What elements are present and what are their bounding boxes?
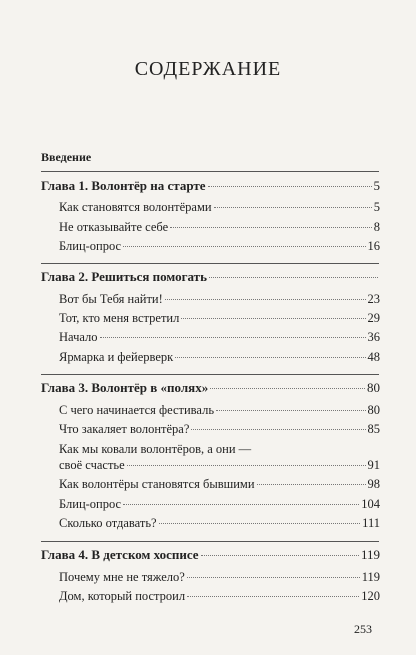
leader-dots — [159, 523, 361, 524]
item-title: Блиц-опрос — [59, 497, 122, 511]
chapter-title: Глава 3. Волонтёр в «полях» — [41, 380, 209, 395]
toc-item — [59, 292, 380, 307]
leader-dots — [127, 465, 366, 466]
item-title: Как становятся волонтёрами — [59, 200, 212, 214]
leader-dots — [165, 299, 366, 300]
item-title: своё счастье — [59, 458, 125, 472]
toc-item — [59, 458, 380, 473]
item-title: Тот, кто меня встретил — [59, 311, 180, 325]
page-ref: 111 — [362, 516, 380, 530]
leader-dots — [214, 207, 372, 208]
toc-item — [59, 350, 380, 365]
leader-dots — [170, 227, 372, 228]
page-ref: 23 — [367, 292, 380, 306]
chapter-divider — [41, 541, 379, 542]
page-ref: 119 — [361, 570, 380, 584]
toc-item — [59, 239, 380, 254]
page-ref: 119 — [360, 547, 380, 562]
item-title: Ярмарка и фейерверк — [59, 350, 174, 364]
toc-item — [59, 200, 380, 215]
toc-item — [59, 422, 380, 437]
leader-dots — [208, 186, 372, 187]
item-title: Почему мне не тяжело? — [59, 570, 185, 584]
chapter-title: Глава 1. Волонтёр на старте — [41, 178, 206, 193]
leader-dots — [191, 429, 365, 430]
leader-dots — [123, 504, 359, 505]
item-title: Что закаляет волонтёра? — [59, 422, 190, 436]
item-title: Сколько отдавать? — [59, 516, 157, 530]
toc-intro: Введение — [41, 150, 92, 164]
toc-item — [59, 330, 380, 345]
toc-item — [59, 442, 380, 457]
page-ref: 80 — [367, 380, 380, 395]
item-title: С чего начинается фестиваль — [59, 403, 215, 417]
leader-dots — [257, 484, 366, 485]
page-title: СОДЕРЖАНИЕ — [134, 58, 282, 80]
item-title: Как мы ковали волонтёров, а они — — [59, 442, 252, 456]
toc-item — [59, 477, 380, 492]
item-title: Не отказывайте себе — [59, 220, 169, 234]
toc-chapter — [41, 380, 380, 396]
page-ref: 104 — [361, 497, 380, 511]
leader-dots — [209, 277, 378, 278]
page-ref: 8 — [373, 220, 380, 234]
item-title: Дом, который построил — [59, 589, 186, 603]
page-ref: 80 — [367, 403, 380, 417]
leader-dots — [175, 357, 365, 358]
toc-item — [59, 497, 380, 512]
page-ref: 5 — [373, 178, 380, 193]
leader-dots — [210, 388, 365, 389]
leader-dots — [123, 246, 365, 247]
leader-dots — [187, 577, 360, 578]
page-ref: 5 — [373, 200, 380, 214]
item-title: Вот бы Тебя найти! — [59, 292, 163, 306]
page-ref: 48 — [367, 350, 380, 364]
page-ref: 98 — [367, 477, 380, 491]
page-ref: 91 — [367, 458, 380, 472]
leader-dots — [100, 337, 366, 338]
leader-dots — [187, 596, 359, 597]
leader-dots — [216, 410, 365, 411]
toc-chapter — [41, 547, 380, 563]
chapter-divider — [41, 263, 379, 264]
leader-dots — [201, 555, 359, 556]
page-ref: 120 — [361, 589, 380, 603]
page-ref: 85 — [367, 422, 380, 436]
chapter-divider — [41, 374, 379, 375]
leader-dots — [181, 318, 365, 319]
toc-item — [59, 589, 380, 604]
toc-item — [59, 516, 380, 531]
chapter-divider — [41, 171, 379, 172]
chapter-title: Глава 4. В детском хосписе — [41, 547, 199, 562]
toc-item — [59, 311, 380, 326]
toc-item — [59, 570, 380, 585]
page-number: 253 — [354, 622, 372, 636]
item-title: Блиц-опрос — [59, 239, 122, 253]
toc-item — [59, 220, 380, 235]
toc-chapter — [41, 269, 380, 285]
toc-chapter — [41, 178, 380, 194]
toc-item — [59, 403, 380, 418]
chapter-title: Глава 2. Решиться помогать — [41, 269, 207, 284]
page-ref: 16 — [367, 239, 380, 253]
item-title: Начало — [59, 330, 98, 344]
item-title: Как волонтёры становятся бывшими — [59, 477, 255, 491]
page-ref: 29 — [367, 311, 380, 325]
page-ref: 36 — [367, 330, 380, 344]
